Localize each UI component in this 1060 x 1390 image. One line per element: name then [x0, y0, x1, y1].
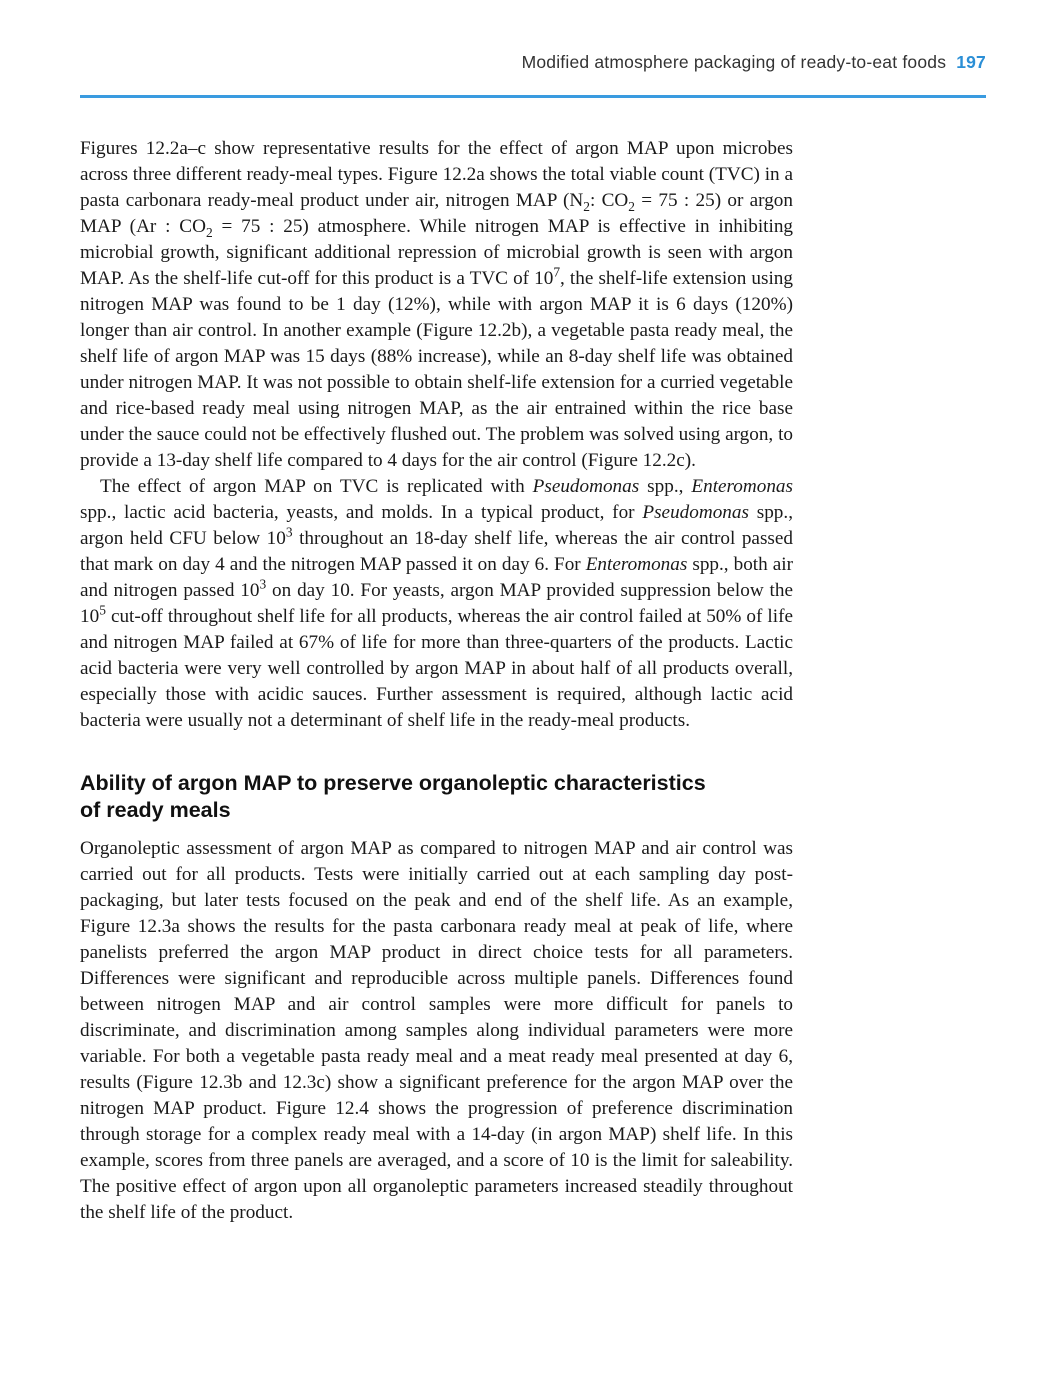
paragraph-tvc-replication: The effect of argon MAP on TVC is replicated with Pseudomonas spp., Enteromonas spp., lactic acid bacteria, yeasts, and molds. In a typical product, for Pseudomonas spp., argon held CFU below $10^3$ throughout an 18-day shelf life, whereas the air control passed that mark on day 4 and the nitrogen MAP passed it on day 6. For Enteromonas spp., both air and nitrogen passed $10^3$ on day 10. For yeasts, argon MAP provided suppression below the $10^5$ cut-off throughout shelf life for all products, whereas the air control failed at 50% of life and nitrogen MAP failed at 67% of life for more than three-quarters of the products. Lactic acid bacteria were very well controlled by argon MAP in about half of all products overall, especially those with acidic sauces. Further assessment is required, although lactic acid bacteria were usually not a determinant of shelf life in the ready-meal products. [80, 476, 793, 731]
page-number: 197 [956, 52, 986, 72]
running-header [80, 52, 986, 73]
running-title: Modified atmosphere packaging of ready-to-eat foods [521, 52, 947, 72]
section-heading: Ability of argon MAP to preserve organoleptic characteristics of ready meals [80, 771, 706, 822]
header-rule [80, 95, 986, 98]
paragraph-organoleptic-assessment: Organoleptic assessment of argon MAP as compared to nitrogen MAP and air control was carried out for all products. Tests were initially carried out at each sampling day post-packaging, but later tests focused on the peak and end of the shelf life. As an example, Figure 12.3a shows the results for the pasta carbonara ready meal at peak of life, where panelists preferred the argon MAP product in direct choice tests for all parameters. Differences were significant and reproducible across multiple panels. Differences found between nitrogen MAP and air control samples were more difficult for panels to discriminate, and discrimination among samples along individual parameters were more variable. For both a vegetable pasta ready meal and a meat ready meal presented at day 6, results (Figure 12.3b and 12.3c) show a significant preference for the argon MAP over the nitrogen MAP product. Figure 12.4 shows the progression of preference discrimination through storage for a complex ready meal with a 14-day (in argon MAP) shelf life. In this example, scores from three panels are averaged, and a score of 10 is the limit for saleability. The positive effect of argon upon all organoleptic parameters increased steadily throughout the shelf life of the product. [80, 838, 793, 1223]
body-text [80, 136, 793, 1226]
paragraph-argon-map-results: Figures 12.2a–c show representative results for the effect of argon MAP upon microbes across three different ready-meal types. Figure 12.2a shows the total viable count (TVC) in a pasta carbonara ready-meal product under air, nitrogen MAP ($N_2$: $CO_2 = 75$ : 25) or argon MAP (Ar : $CO_2 = 75$ : 25) atmosphere. While nitrogen MAP is effective in inhibiting microbial growth, significant additional repression of microbial growth is seen with argon MAP. As the shelf-life cut-off for this product is a TVC of $10^7$, the shelf-life extension using nitrogen MAP was found to be 1 day (12%), while with argon MAP it is 6 days (120%) longer than air control. In another example (Figure 12.2b), a vegetable pasta ready meal, the shelf life of argon MAP was 15 days (88% increase), while an 8-day shelf life was obtained under nitrogen MAP. It was not possible to obtain shelf-life extension for a curried vegetable and rice-based ready meal using nitrogen MAP, as the air entrained within the rice base under the sauce could not be effectively flushed out. The problem was solved using argon, to provide a 13-day shelf life compared to 4 days for the air control (Figure 12.2c). [80, 138, 794, 471]
